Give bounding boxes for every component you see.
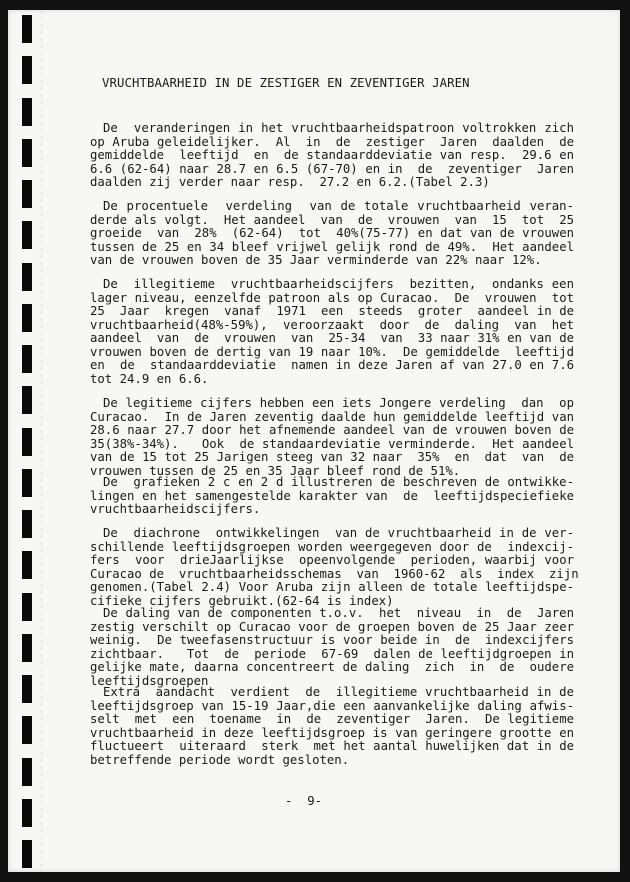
text-line: zichtbaar. Tot de periode 67-69 dalen de leeftijdgroepen in: [90, 646, 574, 661]
paragraph-1: [90, 122, 574, 190]
text-line: tot 24.9 en 6.6.: [90, 371, 209, 386]
text-line: gelijke mate, daarna concentreert de daling zich in de oudere: [90, 660, 574, 675]
text-line: schillende leeftijdsgroepen worden weergegeven door de indexcij-: [90, 539, 574, 554]
paragraph-3: [90, 278, 574, 386]
binding-hole: [22, 634, 32, 662]
text-line: betreffende periode wordt gesloten.: [90, 752, 350, 767]
text-line: zestig verschilt op Curacao voor de groepen boven de 25 Jaar zeer: [90, 619, 574, 634]
binding-hole: [22, 180, 32, 208]
text-line: van de 15 tot 25 Jarigen steeg van 32 naar 35% en dat van de: [90, 450, 574, 465]
text-line: vruchtbaarheid(48%-59%), veroorzaakt door de daling van het: [90, 317, 574, 332]
text-line: gemiddelde leeftijd en de standaarddeviatie van resp. 29.6 en: [90, 148, 574, 163]
binding-hole: [22, 428, 32, 456]
text-line: 25 Jaar kregen vanaf 1971 een steeds groter aandeel in de: [90, 304, 574, 319]
text-line: fluctueert uiteraard sterk met het aantal huwelijken dat in de: [90, 739, 574, 754]
binding-strip: [22, 10, 36, 872]
text-line: genomen.(Tabel 2.4) Voor Aruba zijn alleen de totale leeftijdspe-: [90, 580, 574, 595]
text-line: tussen de 25 en 34 bleef vrijwel gelijk rond de 49%. Het aandeel: [90, 239, 574, 254]
paragraph-8: [90, 686, 574, 767]
binding-hole: [22, 56, 32, 84]
text-line: selt met een toename in de zeventiger Jaren. De legitieme: [90, 712, 574, 727]
text-line: De legitieme cijfers hebben een iets Jongere verdeling dan op: [103, 396, 574, 410]
paragraph-2: [90, 200, 574, 268]
binding-hole: [22, 675, 32, 703]
binding-hole: [22, 551, 32, 579]
paragraph-4: [90, 397, 574, 478]
text-line: De illegitieme vruchtbaarheidscijfers bezitten, ondanks een: [103, 277, 574, 291]
text-line: De veranderingen in het vruchtbaarheidspatroon voltrokken zich: [103, 121, 574, 135]
text-line: De grafieken 2 c en 2 d illustreren de beschreven de ontwikke-: [103, 475, 574, 489]
binding-hole: [22, 593, 32, 621]
text-line: De procentuele verdeling van de totale vruchtbaarheid veran-: [103, 199, 574, 213]
text-line: lager niveau, eenzelfde patroon als op Curacao. De vrouwen tot: [90, 290, 574, 305]
text-line: fers voor drieJaarlijkse opeenvolgende perioden, waarbij voor: [90, 553, 574, 568]
text-line: vrouwen tussen de 25 en 35 Jaar bleef rond de 51%.: [90, 463, 461, 478]
binding-hole: [22, 510, 32, 538]
text-line: Extra aandacht verdient de illegitieme vruchtbaarheid in de: [103, 685, 574, 699]
paragraph-5: [90, 476, 574, 517]
binding-hole: [22, 221, 32, 249]
text-line: De daling van de componenten t.o.v. het niveau in de Jaren: [103, 606, 574, 620]
binding-hole: [22, 469, 32, 497]
binding-hole: [22, 263, 32, 291]
binding-hole: [22, 98, 32, 126]
text-line: cifieke cijfers gebruikt.(62-64 is index): [90, 593, 394, 608]
paragraph-7: [90, 607, 574, 688]
text-line: daalden zij verder naar resp. 27.2 en 6.2.(Tabel 2.3): [90, 175, 490, 190]
perforation-line: [41, 10, 42, 872]
text-line: vrouwen boven de dertig van 19 naar 10%. De gemiddelde leeftijd: [90, 344, 574, 359]
text-line: 6.6 (62-64) naar 28.7 en 6.5 (67-70) en in de zeventiger Jaren: [90, 161, 574, 176]
text-line: 28.6 naar 27.7 door het afnemende aandeel van de vrouwen boven de: [90, 423, 574, 438]
text-line: van de vrouwen boven de 35 Jaar verminderde van 22% naar 12%.: [90, 253, 542, 268]
text-line: Curacao de vruchtbaarheidsschemas van 1960-62 als index zijn: [90, 566, 579, 581]
binding-hole: [22, 15, 32, 43]
binding-hole: [22, 304, 32, 332]
binding-hole: [22, 758, 32, 786]
text-line: leeftijdsgroepen: [90, 673, 209, 688]
binding-hole: [22, 345, 32, 373]
text-line: 35(38%-34%). Ook de standaardeviatie verminderde. Het aandeel: [90, 436, 574, 451]
text-line: aandeel van de vrouwen van 25-34 van 33 naar 31% en van de: [90, 331, 574, 346]
paragraph-6: [90, 526, 579, 608]
text-line: en de standaarddeviatie namen in deze Jaren af van 27.0 en 7.6: [90, 358, 574, 373]
text-line: groeide van 28% (62-64) tot 40%(75-77) en dat van de vrouwen: [90, 226, 574, 241]
binding-hole: [22, 840, 32, 868]
text-line: Curacao. In de Jaren zeventig daalde hun gemiddelde leeftijd van: [90, 409, 574, 424]
text-line: vruchtbaarheidscijfers.: [90, 502, 261, 517]
page-number: - 9-: [285, 794, 323, 808]
binding-hole: [22, 799, 32, 827]
text-line: vruchtbaarheid in deze leeftijdsgroep is van geringere grootte en: [90, 725, 574, 740]
text-line: derde als volgt. Het aandeel van de vrouwen van 15 tot 25: [90, 212, 574, 227]
text-line: leeftijdsgroep van 15-19 Jaar,die een aanvankelijke daling afwis-: [90, 698, 574, 713]
text-line: lingen en het samengestelde karakter van de leeftijdspeciefieke: [90, 488, 574, 503]
page-title: VRUCHTBAARHEID IN DE ZESTIGER EN ZEVENTIGER JAREN: [102, 76, 470, 90]
binding-hole: [22, 386, 32, 414]
binding-hole: [22, 716, 32, 744]
document-page: [8, 10, 620, 872]
text-line: De diachrone ontwikkelingen van de vruchtbaarheid in de ver-: [103, 526, 574, 540]
binding-hole: [22, 139, 32, 167]
text-line: op Aruba geleidelijker. Al in de zestiger Jaren daalden de: [90, 134, 574, 149]
text-line: weinig. De tweefasenstructuur is voor beide in de indexcijfers: [90, 633, 574, 648]
